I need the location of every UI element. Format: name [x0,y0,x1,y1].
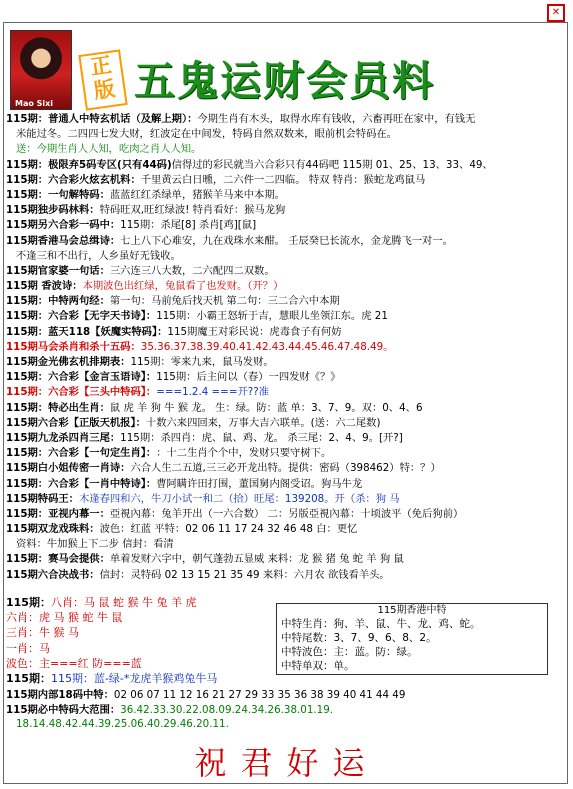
line-text: 35.36.37.38.39.40.41.42.43.44.45.46.47.48.49。 [140,340,394,353]
content-line [6,112,567,127]
line-text: 115期：杀四肖：虎、鼠、鸡、龙。 杀三尾：2、4、9。[开?] [120,431,403,444]
content-line [6,355,567,370]
line-text: 115期：后主问以（春）一四发财《？》 [156,371,341,384]
content-line [6,309,567,324]
line-label: 115期六合彩【正版天机报】： [6,416,146,429]
content-line [6,294,567,309]
content-line [6,218,567,233]
line-label: 115期白小姐传密一肖诗： [6,462,131,475]
line-text: 18.14.48.42.44.39.25.06.40.29.46.20.11. [16,718,229,730]
content-line [6,203,567,218]
content-line [6,625,266,640]
content-line [6,568,567,583]
hk-box-row: 中特尾数：3、7、9、6、8、2。 [281,632,437,644]
line-text: 02 06 07 11 12 16 21 27 29 33 35 36 38 39 40 41 44 49 [113,689,406,701]
avatar [10,30,72,110]
content-line [6,688,566,703]
line-label: 115期：极限弃5码专区(只有44码) [6,158,172,171]
line-text: ：十二生肖个个中，发财只要守树下。 [156,447,332,460]
line-text: 115期：小霸王怒斩于吉，慧眼儿坐领江东。虎 21 [156,310,388,323]
content-line [6,492,567,507]
line-text: 六肖：虎 马 猴 蛇 牛 鼠 [6,611,123,625]
content-line [6,234,567,249]
header [8,30,563,110]
line-text: 十数六来四回来，万事大吉六联单。(送：六二尾数) [145,416,381,429]
line-label: 115期内部18码中特： [6,689,114,701]
content-line [6,249,567,264]
line-text: 木逢春四和六，牛刀小试一和二（拾）旺尾：139208。开（杀：狗 马 [78,492,400,505]
line-text: 千里黄云白日曛，二六件一二四临。 特双 特肖：猴蛇龙鸡鼠马 [140,173,426,186]
line-text: 波色：主===红 防===蓝 [6,656,142,670]
line-label: 115期双龙戏珠料： [6,523,100,536]
line-label: 115期：普通人中特玄机话（及解上期）： [6,113,198,125]
line-text: 米能过冬。二四四七发大财，红波定在中间发，特码自然双数来，眼前机会特码在。 [16,128,397,141]
line-text: 三肖：牛 猴 马 [6,626,79,640]
line-label: 115期：中特两句经： [6,295,110,308]
footer-greeting: 祝君好运 [194,744,379,782]
content-line [6,641,266,656]
line-label: 115期另六合彩一码中： [6,219,121,232]
content-line [6,431,567,446]
content-line [6,671,266,686]
line-label: 115期六合决战书： [6,568,100,581]
line-label: 115期：蓝天118【妖魔实特码】： [6,325,168,338]
content-line [6,416,567,431]
line-label: 115期独步码林料： [6,204,100,217]
content-line [6,522,567,537]
line-text: 单着发财六字中，朝气蓬勃五显威 来料：龙 猴 猪 兔 蛇 羊 狗 鼠 [109,553,404,566]
content-line [6,446,567,461]
line-text: 三六连三八大数，二六配四二双数。 [109,264,275,277]
line-label: 115期：六合彩【一肖中特诗】： [6,477,157,490]
content-line [6,552,567,567]
line-text: 115期：零来九来，鼠马发财。 [130,356,274,368]
line-text: 波色：红蓝 平特：02 06 11 17 24 32 46 48 白：更忆 [99,523,358,536]
line-text: 今期生肖有木头，取得水库有钱收，六畜再旺在家中，有钱无 [197,113,476,125]
content-line [6,158,567,173]
line-text: 115期：蓝-绿-*龙虎羊猴鸡兔牛马 [50,671,218,685]
content-line [6,385,567,400]
line-text: 资料：牛加猴上下二步 信封：看清 [16,538,174,551]
line-text: 鼠 虎 羊 狗 牛 猴 龙。 生：绿。防：蓝 单：3、7、9。双：0、4、6 [109,401,423,414]
content-line [6,173,567,188]
content-line [6,325,567,340]
line-text: 蓝蓝红红杀绿单，猪猴羊马来中本期。 [109,188,285,201]
line-label: 115期：一句解特码： [6,188,110,201]
line-label: 115期金光佛玄机排期表： [6,356,131,368]
line-text: 送：今期生肖人人知，吃肉之肖人人知。 [16,143,202,156]
content-line [6,340,567,355]
line-text: 信封：灵特码 02 13 15 21 35 49 来料：六月农 欲钱看羊头。 [99,568,390,581]
line-label: 115期官家婆一句话： [6,264,110,277]
content-line [6,717,566,732]
content-line [6,537,567,552]
close-icon[interactable]: ✕ [547,4,565,22]
line-label: 115期特码王： [6,492,79,505]
content-line [6,610,266,625]
hk-prediction-box [276,603,548,675]
line-label: 115期：六合彩【无字天书诗】： [6,310,157,323]
line-label: 115期马会杀肖和杀十五码： [6,340,141,353]
line-label: 115期：赛马会提供： [6,553,110,566]
line-text: 115期：杀尾[8] 杀肖[鸡][鼠] [120,219,257,232]
line-text: ===1.2.4 ===开??准 [156,386,269,399]
content-line [6,703,566,718]
content-line [6,127,567,142]
line-text: 特码旺双,旺红绿波! 特肖看好：猴马龙狗 [99,204,286,217]
line-label: 115期香港马会总缉诗： [6,234,121,247]
edition-stamp: 正版 [78,49,127,110]
line-label: 115期：六合彩【一句定生肖】： [6,447,157,460]
content-line [6,401,567,416]
content-line [6,188,567,203]
hk-box-row: 中特单双：单。 [281,660,355,672]
line-label: 115期： [6,596,51,609]
content-line [6,507,567,522]
line-label: 115期：亚视内幕一： [6,507,110,520]
line-text: 一肖：马 [6,641,50,655]
line-label: 115期：六合彩【三头中特码】： [6,386,157,399]
hk-box-row: 中特生肖：狗、羊、鼠、牛、龙、鸡、蛇。 [281,618,481,630]
line-text: 115期魔王对彩民说：虎毒食子有何妨 [167,325,342,338]
line-text: 本期波色出红绿，兔鼠看了也发财。（开？） [82,280,284,293]
hk-box-row: 中特波色：主：蓝。防：绿。 [281,646,418,658]
line-label: 115期：六合彩【金言玉语诗】： [6,371,157,384]
line-text: 第一句：马前兔后找天机 第二句：三二合六中本期 [109,295,340,308]
line-text: 不逢三和不出行，人乡虽好无钱收。 [16,249,181,262]
content-line [6,264,567,279]
line-text: 七上八下心难安，九在戏珠水来酣。 壬辰癸巳长流水，金龙腾飞一对一。 [120,234,453,247]
avatar-label: Mao Sixi [15,99,54,108]
content-line [6,370,567,385]
line-text: 八肖：马 鼠 蛇 猴 牛 兔 羊 虎 [50,596,197,609]
content-line [6,461,567,476]
line-label: 115期九龙杀四肖三尾： [6,431,121,444]
prediction-block [6,595,266,686]
number-rows [6,688,566,732]
content-line [6,279,567,294]
content-line [6,656,266,671]
line-text: 亞視內幕：兔羊开出（一六合数） 二：另版亞視內幕：十顷波平（免后狗前） [109,507,464,520]
page-title: 五鬼运财会员料 [134,57,435,105]
line-text: 六合人生二五道,三三必开龙出特。提供：密码（398462）特：？） [130,462,441,475]
line-label: 115期：六合彩火炫玄机料： [6,173,141,186]
content-line [6,142,567,157]
line-text: 信得过的彩民就当六合彩只有44码吧 115期 01、25、13、33、49、 [171,158,493,171]
line-label: 115期：特必出生肖： [6,401,110,414]
content-line [6,595,266,610]
line-text: 36.42.33.30.22.08.09.24.34.26.38.01.19. [120,703,334,716]
content-line [6,477,567,492]
content-lines [6,112,567,583]
line-text: 曹阿瞒许田打围，董国舅内阁受诏。狗马牛龙 [156,477,363,490]
line-label: 115期必中特码大范围： [6,703,121,716]
hk-box-title: 115期香港中特 [377,605,447,616]
line-label: 115期： [6,671,51,685]
line-label: 115期 香波诗： [6,280,83,293]
